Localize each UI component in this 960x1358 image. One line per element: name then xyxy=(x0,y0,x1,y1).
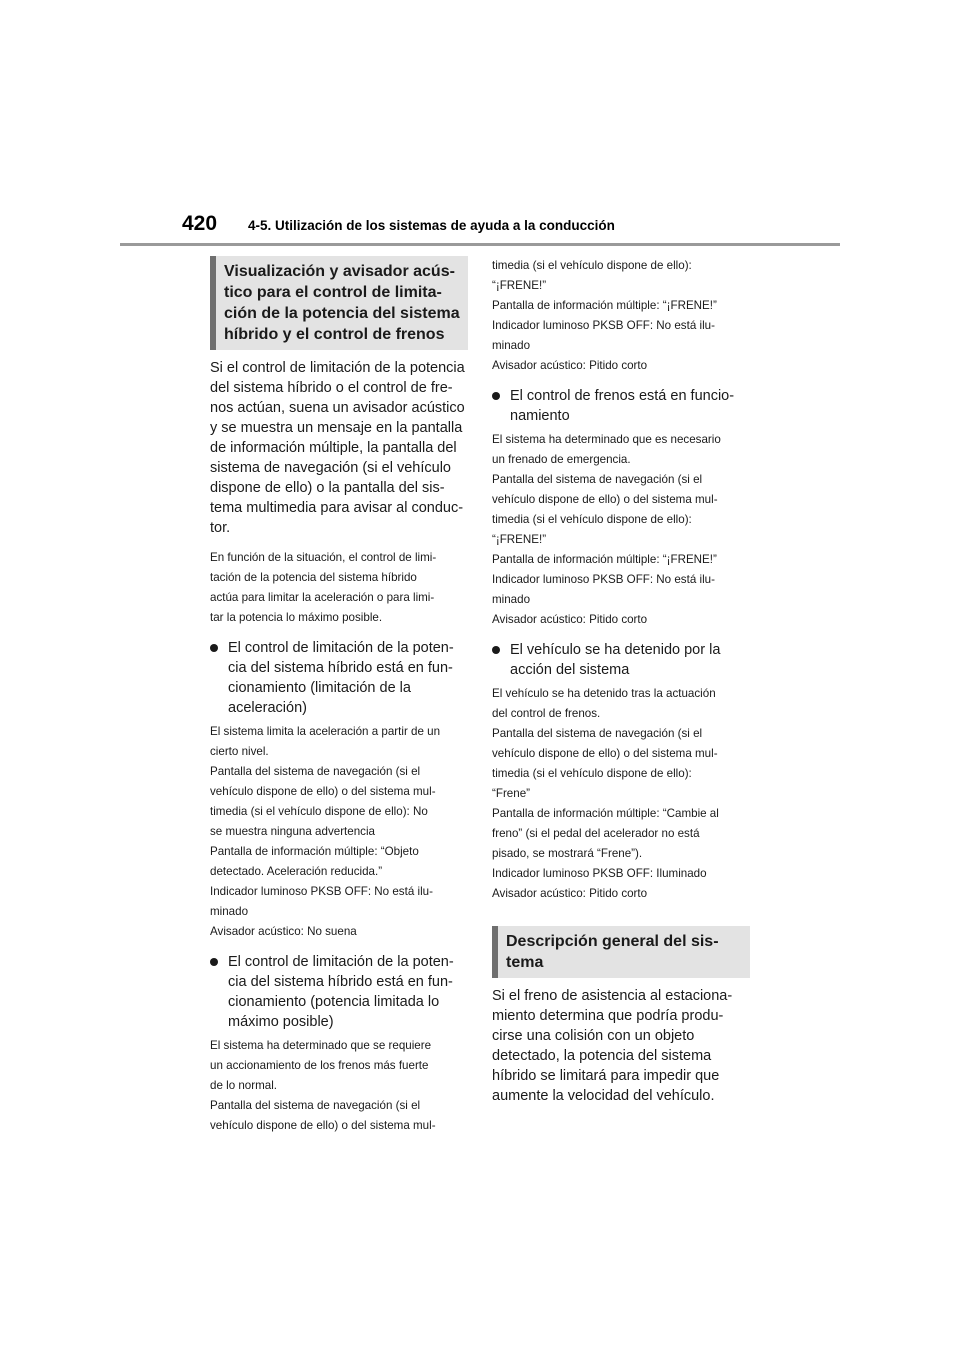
chapter-title: 4-5. Utilización de los sistemas de ayuda a la conducción xyxy=(248,218,615,233)
bullet-icon xyxy=(210,644,218,652)
bullet-heading-vehicle-stopped xyxy=(492,640,750,680)
text-line: freno” (si el pedal del acelerador no está xyxy=(492,827,700,840)
text-line: minado xyxy=(210,905,249,918)
text-line: minado xyxy=(492,339,531,352)
text-line: namiento xyxy=(510,408,570,424)
text-line: del sistema híbrido o el control de fre- xyxy=(210,380,453,396)
text-line: cia del sistema híbrido está en fun- xyxy=(228,660,453,676)
bullet-heading-text xyxy=(510,386,750,426)
overview-paragraph xyxy=(492,986,750,1106)
text-line: “Frene” xyxy=(492,787,531,800)
text-line: tico para el control de limita- xyxy=(224,284,442,301)
text-line: tar la potencia lo máximo posible. xyxy=(210,611,383,624)
text-line: máximo posible) xyxy=(228,1014,334,1030)
text-line: un frenado de emergencia. xyxy=(492,453,631,466)
text-line: vehículo dispone de ello) o del sistema mul- xyxy=(210,1119,436,1132)
text-line: El control de limitación de la poten- xyxy=(228,640,454,656)
text-line: y se muestra un mensaje en la pantalla xyxy=(210,420,463,436)
text-line: Pantalla de información múltiple: “¡FRENE!” xyxy=(492,553,717,566)
text-line: pisado, se mostrará “Frene”). xyxy=(492,847,643,860)
bullet-icon xyxy=(492,646,500,654)
text-line: del control de frenos. xyxy=(492,707,601,720)
text-line: Avisador acústico: No suena xyxy=(210,925,357,938)
text-line: vehículo dispone de ello) o del sistema mul- xyxy=(492,493,718,506)
bullet-heading-brake-control xyxy=(492,386,750,426)
text-line: El control de limitación de la poten- xyxy=(228,954,454,970)
text-line: de lo normal. xyxy=(210,1079,278,1092)
text-line: “¡FRENE!” xyxy=(492,279,547,292)
max-power-limit-details-continued xyxy=(492,256,750,376)
text-line: cionamiento (potencia limitada lo xyxy=(228,994,440,1010)
text-line: tación de la potencia del sistema híbrido xyxy=(210,571,417,584)
text-line: El sistema ha determinado que se requiere xyxy=(210,1039,432,1052)
text-line: acción del sistema xyxy=(510,662,630,678)
text-line: cierto nivel. xyxy=(210,745,269,758)
text-line: actúa para limitar la aceleración o para limi- xyxy=(210,591,435,604)
text-line: Pantalla de información múltiple: “Objeto xyxy=(210,845,419,858)
text-line: cirse una colisión con un objeto xyxy=(492,1028,695,1044)
text-line: cionamiento (limitación de la xyxy=(228,680,411,696)
text-line: tema multimedia para avisar al conduc- xyxy=(210,500,464,516)
text-line: Si el control de limitación de la potencia xyxy=(210,360,465,376)
text-line: “¡FRENE!” xyxy=(492,533,547,546)
bullet-heading-text xyxy=(228,952,468,1032)
text-line: Pantalla del sistema de navegación (si el xyxy=(210,765,421,778)
text-line: timedia (si el vehículo dispone de ello): xyxy=(492,767,692,780)
text-line: Pantalla del sistema de navegación (si el xyxy=(492,727,703,740)
section-heading-system-overview xyxy=(492,926,750,978)
text-line: dispone de ello) o la pantalla del sis- xyxy=(210,480,445,496)
text-line: Avisador acústico: Pitido corto xyxy=(492,359,648,372)
right-column xyxy=(492,256,750,1116)
text-line: Avisador acústico: Pitido corto xyxy=(492,613,648,626)
text-line: El vehículo se ha detenido por la xyxy=(510,642,721,658)
text-line: El vehículo se ha detenido tras la actuación xyxy=(492,687,716,700)
text-line: Indicador luminoso PKSB OFF: Iluminado xyxy=(492,867,707,880)
text-line: miento determina que podría produ- xyxy=(492,1008,724,1024)
text-line: detectado. Aceleración reducida.” xyxy=(210,865,383,878)
text-line: timedia (si el vehículo dispone de ello): xyxy=(492,513,692,526)
max-power-limit-details xyxy=(210,1036,468,1136)
text-line: se muestra ninguna advertencia xyxy=(210,825,375,838)
text-line: Pantalla de información múltiple: “Cambie al xyxy=(492,807,719,820)
text-line: Indicador luminoso PKSB OFF: No está ilu- xyxy=(210,885,433,898)
text-line: tor. xyxy=(210,520,231,536)
intro-paragraph xyxy=(210,358,468,538)
left-column xyxy=(210,256,468,1140)
acceleration-limit-details xyxy=(210,722,468,942)
text-line: Pantalla del sistema de navegación (si el xyxy=(492,473,703,486)
bullet-heading-acceleration-limit xyxy=(210,638,468,718)
text-line: timedia (si el vehículo dispone de ello): xyxy=(492,259,692,272)
text-line: Descripción general del sis- xyxy=(506,933,719,950)
text-line: sistema de navegación (si el vehículo xyxy=(210,460,451,476)
vehicle-stopped-details xyxy=(492,684,750,904)
bullet-heading-text xyxy=(228,638,468,718)
text-line: Pantalla del sistema de navegación (si el xyxy=(210,1099,421,1112)
text-line: Pantalla de información múltiple: “¡FRENE!” xyxy=(492,299,717,312)
intro-note xyxy=(210,548,468,628)
text-line: En función de la situación, el control de limi- xyxy=(210,551,437,564)
text-line: minado xyxy=(492,593,531,606)
page-number: 420 xyxy=(182,212,218,235)
text-line: vehículo dispone de ello) o del sistema mul- xyxy=(492,747,718,760)
text-line: timedia (si el vehículo dispone de ello): No xyxy=(210,805,428,818)
text-line: El control de frenos está en funcio- xyxy=(510,388,735,404)
text-line: Indicador luminoso PKSB OFF: No está ilu- xyxy=(492,573,715,586)
bullet-heading-max-power-limit xyxy=(210,952,468,1032)
bullet-icon xyxy=(492,392,500,400)
text-line: ción de la potencia del sistema xyxy=(224,305,460,322)
text-line: El sistema limita la aceleración a partir de un xyxy=(210,725,441,738)
text-line: tema xyxy=(506,954,544,971)
text-line: El sistema ha determinado que es necesario xyxy=(492,433,721,446)
section-heading-display-and-buzzer xyxy=(210,256,468,350)
text-line: nos actúan, suena un avisador acústico xyxy=(210,400,465,416)
bullet-heading-text xyxy=(510,640,750,680)
text-line: de información múltiple, la pantalla del xyxy=(210,440,457,456)
text-line: cia del sistema híbrido está en fun- xyxy=(228,974,453,990)
text-line: Indicador luminoso PKSB OFF: No está ilu- xyxy=(492,319,715,332)
text-line: un accionamiento de los frenos más fuerte xyxy=(210,1059,429,1072)
brake-control-details xyxy=(492,430,750,630)
text-line: vehículo dispone de ello) o del sistema mul- xyxy=(210,785,436,798)
bullet-icon xyxy=(210,958,218,966)
text-line: aumente la velocidad del vehículo. xyxy=(492,1088,715,1104)
header-rule xyxy=(120,243,840,246)
text-line: híbrido y el control de frenos xyxy=(224,326,445,343)
text-line: Avisador acústico: Pitido corto xyxy=(492,887,648,900)
text-line: híbrido se limitará para impedir que xyxy=(492,1068,720,1084)
text-line: detectado, la potencia del sistema xyxy=(492,1048,712,1064)
text-line: aceleración) xyxy=(228,700,307,716)
text-line: Si el freno de asistencia al estaciona- xyxy=(492,988,733,1004)
text-line: Visualización y avisador acús- xyxy=(224,263,455,280)
